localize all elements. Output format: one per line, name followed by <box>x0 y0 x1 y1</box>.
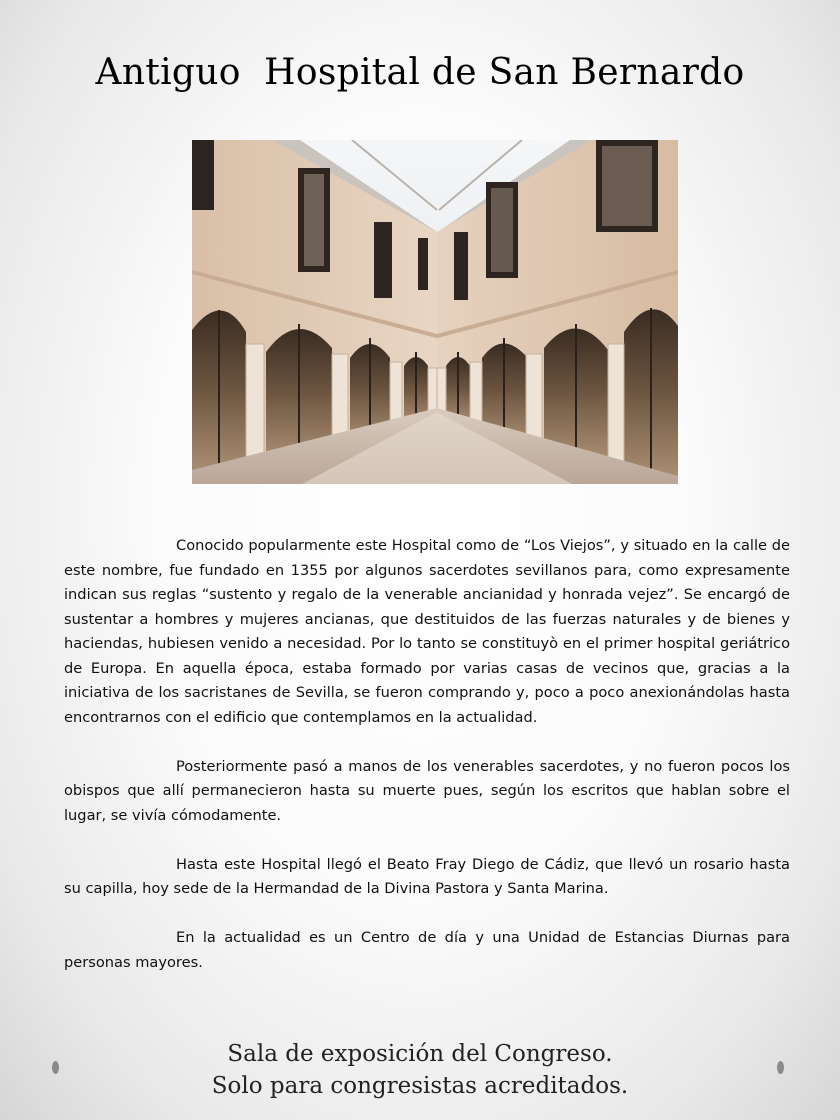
paragraph-priests: Posteriormente pasó a manos de los venerables sacerdotes, y no fueron pocos los obispos que allí permanecieron hasta su muerte pues, según los escritos que hablan sobre el lugar, se vivía cómodamente. <box>64 757 790 824</box>
cloister-photo <box>192 140 678 484</box>
footer-line-exhibition: Sala de exposición del Congreso. <box>227 1041 613 1067</box>
footer-line-access: Solo para congresistas acreditados. <box>211 1073 629 1099</box>
footer-notice <box>0 1038 840 1102</box>
paragraph-current-use: En la actualidad es un Centro de día y una Unidad de Estancias Diurnas para personas mayores. <box>64 929 790 971</box>
paragraph-fray-diego: Hasta este Hospital llegó el Beato Fray Diego de Cádiz, que llevó un rosario hasta su capilla, hoy sede de la Hermandad de la Divina Pastora y Santa Marina. <box>64 855 790 897</box>
paragraph-history: Conocido popularmente este Hospital como de “Los Viejos”, y situado en la calle de este nombre, fue fundado en 1355 por algunos sacerdotes sevillanos para, como expresamente indican sus reglas “sustento y regalo de la venerable ancianidad y honrada vejez”. Se encargó de sustentar a hombres y mujeres ancianas, que destituidos de las fuerzas naturales y de bienes y haciendas, hubiesen venido a necesidad. Por lo tanto se constituyò en el primer hospital geriátrico de Europa. En aquella época, estaba formado por varias casas de vecinos que, gracias a la iniciativa de los sacristanes de Sevilla, se fueron comprando y, poco a poco anexionándolas hasta encontrarnos con el edificio que contemplamos en la actualidad. <box>64 537 790 726</box>
article-body <box>64 534 790 1000</box>
page-title: Antiguo Hospital de San Bernardo <box>95 52 745 93</box>
